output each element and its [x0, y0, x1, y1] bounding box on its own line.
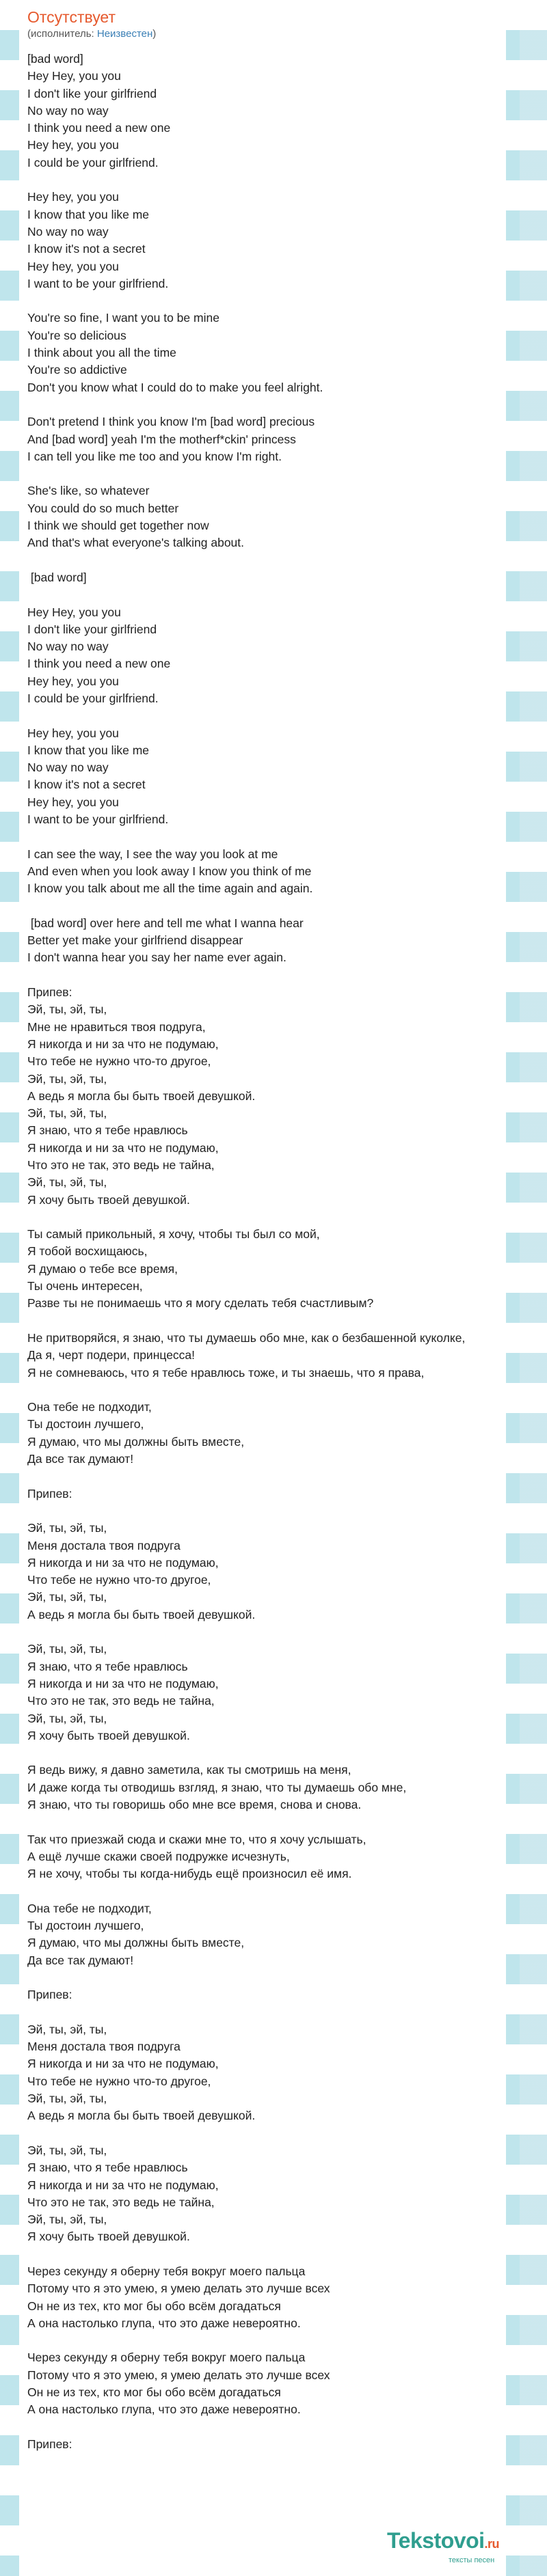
artist-prefix: (исполнитель:: [27, 28, 97, 40]
logo-tagline: тексты песен: [449, 2556, 495, 2564]
lyrics-card: [19, 0, 506, 2576]
logo-wordmark: [387, 2528, 524, 2556]
logo-name: Tekstovoi: [387, 2528, 485, 2553]
lyrics-text: [bad word] Hey Hey, you you I don't like your girlfriend No way no way I think you need a new one Hey hey, you you I could be your girlfriend. Hey hey, you you I know that you like me No way no way I know it's not a secret Hey hey, you you I want to be your girlfriend. You're so fine, I want you to be mine You're so delicious I think about you all the time You're so addictive Don't you know what I could do to make you feel alright. Don't pretend I think you know I'm [bad word] precious And [bad word] yeah I'm the motherf*ckin' princess I can tell you like me too and you know I'm right. She's like, so whatever You could do so much better I think we should get together now And that's what everyone's talking about. [bad word] Hey Hey, you you I don't like your girlfriend No way no way I think you need a new one Hey hey, you you I could be your girlfriend. Hey hey, you you I know that you like me No way no way I know it's not a secret Hey hey, you you I want to be your girlfriend. I can see the way, I see the way you look at me And even when you look away I know you think of me I know you talk about me all the time again and again. [bad word] over here and tell me what I wanna hear Better yet make your girlfriend disappear I don't wanna hear you say her name ever again. Припев: Эй, ты, эй, ты, Мне не нравиться твоя подруга, Я никогда и ни за что не подумаю, Что тебе не нужно что-то другое, Эй, ты, эй, ты, А ведь я могла бы быть твоей девушкой. Эй, ты, эй, ты, Я знаю, что я тебе нравлюсь Я никогда и ни за что не подумаю, Что это не так, это ведь не тайна, Эй, ты, эй, ты, Я хочу быть твоей девушкой. Ты самый прикольный, я хочу, чтобы ты был со мой, Я тобой восхищаюсь, Я думаю о тебе все время, Ты очень интересен, Разве ты не понимаешь что я могу сделать тебя счастливым? Не притворяйся, я знаю, что ты думаешь обо мне, как о безбашенной куколке, Да я, черт подери, принцесса! Я не сомневаюсь, что я тебе нравлюсь тоже, и ты знаешь, что я права, Она тебе не подходит, Ты достоин лучшего, Я думаю, что мы должны быть вместе, Да все так думают! Припев: Эй, ты, эй, ты, Меня достала твоя подруга Я никогда и ни за что не подумаю, Что тебе не нужно что-то другое, Эй, ты, эй, ты, А ведь я могла бы быть твоей девушкой. Эй, ты, эй, ты, Я знаю, что я тебе нравлюсь Я никогда и ни за что не подумаю, Что это не так, это ведь не тайна, Эй, ты, эй, ты, Я хочу быть твоей девушкой. Я ведь вижу, я давно заметила, как ты смотришь на меня, И даже когда ты отводишь взгляд, я знаю, что ты думаешь обо мне, Я знаю, что ты говоришь обо мне все время, снова и снова. Так что приезжай сюда и скажи мне то, что я хочу услышать, А ещё лучше скажи своей подружке исчезнуть, Я не хочу, чтобы ты когда-нибудь ещё произносил её имя. Она тебе не подходит, Ты достоин лучшего, Я думаю, что мы должны быть вместе, Да все так думают! Припев: Эй, ты, эй, ты, Меня достала твоя подруга Я никогда и ни за что не подумаю, Что тебе не нужно что-то другое, Эй, ты, эй, ты, А ведь я могла бы быть твоей девушкой. Эй, ты, эй, ты, Я знаю, что я тебе нравлюсь Я никогда и ни за что не подумаю, Что это не так, это ведь не тайна, Эй, ты, эй, ты, Я хочу быть твоей девушкой. Через секунду я оберну тебя вокруг моего пальца Потому что я это умею, я умею делать это лучше всех Он не из тех, кто мог бы обо всём догадаться А она настолько глупа, что это даже невероятно. Через секунду я оберну тебя вокруг моего пальца Потому что я это умею, я умею делать это лучше всех Он не из тех, кто мог бы обо всём догадаться А она настолько глупа, что это даже невероятно. Припев:: [27, 52, 466, 2451]
tekstovoi-logo[interactable]: [387, 2528, 524, 2564]
song-title: Отсутствует: [27, 8, 116, 26]
artist-line: [27, 27, 498, 41]
artist-link[interactable]: Неизвестен: [96, 28, 153, 40]
logo-suffix: .ru: [484, 2537, 500, 2551]
background-stripes: [520, 0, 547, 2576]
artist-suffix: ): [152, 28, 157, 40]
